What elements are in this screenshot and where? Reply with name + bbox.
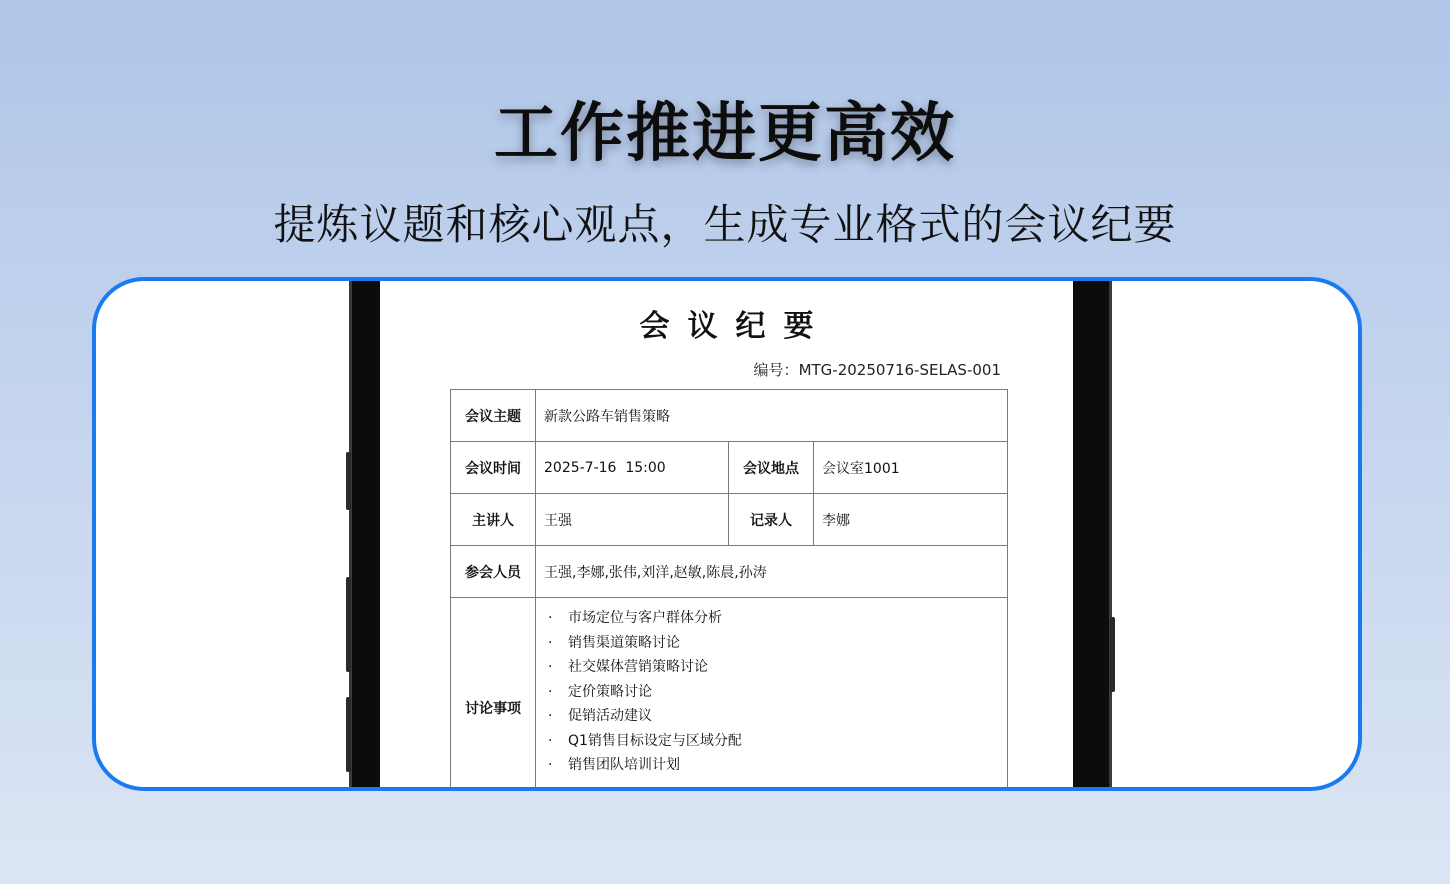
bullet-icon: · (548, 610, 553, 626)
phone-side-button (346, 697, 351, 772)
list-item (544, 655, 999, 680)
table-row (451, 494, 1008, 546)
document-title: 会议纪要 (639, 309, 832, 344)
list-item (544, 729, 999, 754)
document-number-value: MTG-20250716-SELAS-001 (798, 361, 1001, 379)
agenda-item-text: Q1销售目标设定与区域分配 (568, 732, 742, 749)
bullet-icon: · (548, 732, 553, 749)
topic-value: 新款公路车销售策略 (536, 390, 1008, 442)
list-item (544, 631, 999, 656)
attendees-label: 参会人员 (451, 546, 536, 598)
presenter-value: 王强 (536, 494, 729, 546)
phone-side-button (1110, 617, 1115, 692)
preview-card (92, 277, 1362, 791)
minutes-table (450, 389, 1008, 791)
bullet-icon: · (548, 683, 553, 700)
topic-label: 会议主题 (451, 390, 536, 442)
bullet-icon: · (548, 757, 553, 773)
document-number-label: 编号： (753, 361, 799, 379)
phone-side-button (346, 577, 351, 672)
list-item (544, 606, 999, 631)
agenda-cell (536, 598, 1008, 792)
agenda-item-text: 销售渠道策略讨论 (568, 634, 680, 651)
recorder-value: 李娜 (814, 494, 1008, 546)
agenda-item-text: 销售团队培训计划 (568, 757, 680, 773)
list-item (544, 680, 999, 705)
headline: 工作推进更高效 (494, 97, 956, 171)
bullet-icon: · (548, 659, 553, 675)
phone-frame (349, 277, 1112, 791)
time-value: 2025-7-16 15:00 (536, 442, 729, 494)
list-item (544, 704, 999, 729)
agenda-list (544, 598, 999, 782)
document-number (754, 359, 1001, 380)
table-row (451, 390, 1008, 442)
phone-screen (380, 281, 1073, 791)
phone-side-button (346, 452, 351, 510)
recorder-label: 记录人 (729, 494, 814, 546)
agenda-item-text: 市场定位与客户群体分析 (568, 610, 722, 626)
agenda-item-text: 定价策略讨论 (568, 683, 652, 700)
table-row (451, 442, 1008, 494)
agenda-item-text: 社交媒体营销策略讨论 (568, 659, 708, 675)
location-label: 会议地点 (729, 442, 814, 494)
table-row (451, 598, 1008, 792)
bullet-icon: · (548, 708, 553, 724)
presenter-label: 主讲人 (451, 494, 536, 546)
agenda-item-text: 促销活动建议 (568, 708, 652, 724)
time-label: 会议时间 (451, 442, 536, 494)
list-item (544, 753, 999, 778)
table-row (451, 546, 1008, 598)
subline: 提炼议题和核心观点，生成专业格式的会议纪要 (273, 200, 1177, 249)
location-value: 会议室1001 (814, 442, 1008, 494)
agenda-label: 讨论事项 (451, 598, 536, 792)
attendees-value: 王强,李娜,张伟,刘洋,赵敏,陈晨,孙涛 (536, 546, 1008, 598)
bullet-icon: · (548, 634, 553, 651)
